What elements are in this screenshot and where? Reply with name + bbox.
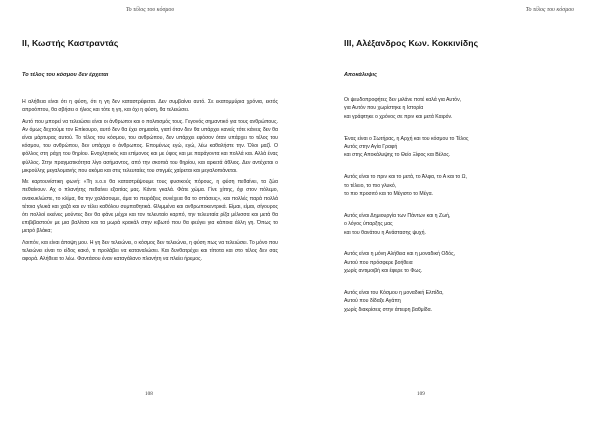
verse-line: Αυτού που δίδαξε Αγάπη bbox=[344, 298, 401, 305]
running-head: Το τέλος του κόσμου bbox=[125, 7, 175, 13]
verse-line: χωρίς αντιμοιβή και έφερε το Φως. bbox=[344, 268, 423, 275]
right-page bbox=[300, 0, 600, 424]
stanza bbox=[344, 289, 584, 314]
verse-line: Αυτός είναι του Κόσμου η μοναδική Ελπίδα, bbox=[344, 290, 444, 297]
page-number: 109 bbox=[417, 391, 425, 397]
verse-line: για Αυτόν που χωρίστηκε η Ιστορία bbox=[344, 105, 424, 112]
paragraph: Η αλήθεια είναι ότι η φύση, ότι η γη δεν καταστρέφεται. Δεν συμβαίνει αυτό. Σε εκατομμύρια χρόνια, εκτός απροόπτου, θα σβήσει ο ήλιος και τότε η γη, και όχι η φύση, θα τελειώσει. bbox=[22, 99, 278, 114]
stanza bbox=[344, 212, 584, 237]
verse-line: Αυτός στην Αγία Γραφή bbox=[344, 144, 398, 151]
verse-line: χωρίς διακρίσεις στην άπειρη βαθμίδα. bbox=[344, 306, 433, 313]
chapter-title: ΙΙ, Κωστής Καστραντάς bbox=[22, 38, 119, 48]
stanza bbox=[344, 173, 584, 198]
verse-line: και του θανάτου η Ανάστασης ψυχή. bbox=[344, 229, 426, 236]
poem-title: Αποκάλυψις bbox=[344, 72, 378, 78]
stanza bbox=[344, 135, 584, 160]
verse-line: Αυτός είναι το πριν και το μετά, το Άλφα, το Α και το Ω, bbox=[344, 174, 467, 181]
verse-line: το πιο προσιτό και το Μέγιστο το Μέγα. bbox=[344, 191, 433, 198]
verse-line: και γράφτηκε ο χρόνος σε πριν και μετά Καιρόν. bbox=[344, 113, 453, 120]
paragraph: Με καρτουνίστικη φωνή: «Τη s.o.s θα καταστρέψουμε τους φυσικούς πόρους, η φύση πεθαίνει, τα ζώα πεθαίνουν. Αχ ο πλανήτης πεθαίνει εξαιτίας μας. Κάντε γκαλά. Φάτε χώμα. Γίνε χίπης, όχι στον πόλεμο, ανακυκλώστε, το κλίμα, θα την χαλάσουμε, άμα το πειράξεις συνέχεια θα το σπάσεις», και πολλές παρά πολλά τέτοια γλυκά και χαζά και εν τέλει καθόλου συμπαθητικά. Θλιμμένα και ανθρωποκεντρικά. Είμαι, είμαι, σίγουρος ότι πολλοί εκείνες μούντες δεν θα φάνε μέχρι και τον τελευταίο καρπό, την τελευταία ρίζα μέλισσα και μετά θα επιβιβαστούν με μια βαλίτσα και τα μωρά κρακάλ στην κιβωτό που θα φεύγει για κάποια άλλη γη. Όπως το μετρό βλάκα; bbox=[22, 179, 278, 235]
poem-body bbox=[344, 96, 584, 328]
verse-line: το τέλειο, το πιο γλυκό, bbox=[344, 182, 397, 189]
running-head: Το τέλος του κόσμου bbox=[525, 7, 574, 13]
body-text bbox=[22, 98, 278, 267]
paragraph: Λοιπόν, και είναι άποψη μου. Η γη δεν τελειώνει, ο κόσμος δεν τελειώνει, η φύση πως να τελειώσει. Το μόνο που τελειώνει είναι το είδος κακό, τι προλάβει να καταναλώσει. Και δυνθατρέχει και τίποτα και στο τέλος δεν σας αφορά. Αλήθεια το λέω. Φαντάσου έναν καταγάλανο πλανήτη να πλείει ήρεμος. bbox=[22, 239, 278, 263]
verse-line: Αυτός είναι Δημιουργία των Πάντων και η Ζωή, bbox=[344, 212, 451, 219]
verse-line: Αυτού που πρόσφερε βοήθεια bbox=[344, 259, 413, 266]
verse-line: Ένας είναι ο Σωτήρας, η Αρχή και του κόσμου το Τέλος bbox=[344, 135, 469, 142]
chapter-subtitle: Το τέλος του κόσμου δεν έρχεται bbox=[22, 72, 109, 78]
stanza bbox=[344, 250, 584, 275]
stanza bbox=[344, 96, 584, 121]
verse-line: ο λόγος ύπαρξης μας bbox=[344, 221, 393, 228]
verse-line: Αυτός είναι η μόνη Αλήθεια και η μοναδική Οδός, bbox=[344, 251, 455, 258]
verse-line: Οι ψευδοπροφήτες δεν μιλάνε ποτέ καλά για Αυτόν, bbox=[344, 97, 462, 103]
page-number: 108 bbox=[145, 391, 153, 397]
paragraph: Αυτό που μπορεί να τελειώσει είναι οι άνθρωποι και ο πολιτισμός τους. Γεγονός σημαντικό για τους ανθρώπους. Αν όμως δεχτούμε τον Επίκουρο, αυτό δεν θα έχει σημασία, γιατί όταν δεν θα υπάρχει κανείς τότε κάνεις δεν θα είναι μάρτυρας αυτού. Το τέλος του κόσμου, του ανθρώπου, δεν υπάρχει εφόσον όταν υπάρχει το τέλος του κόσμου, του ανθρώπου, δεν υπάρχει ο άνθρωπος. Επομένως εγώ, εγώ, λέω καθαλήστε την. Όλοι μαζί. Ο φόλλος στη ράχη του θηρίου. Ενοχλητικός και επίμονος και με ύφος και με παράγοντα και πολλά και. Αλλά ένας φύλλος. Στην πραγματικότητα λίγο ασήμαντος, από την σκοπιά του θηρίου, και αρκετά άθλιος. Δεν αντέχεται ο μικρούλης μεγαλομανής που ακόμα και στις τελευταίες του στιγμές χαίρεται και μεγαλοπιάνεται. bbox=[22, 118, 278, 174]
verse-line: και στης Αποκάλυψης το Θείο Ξίφος και Βέλος. bbox=[344, 152, 451, 159]
chapter-title: ΙΙΙ, Αλέξανδρος Κων. Κοκκινίδης bbox=[344, 38, 479, 48]
